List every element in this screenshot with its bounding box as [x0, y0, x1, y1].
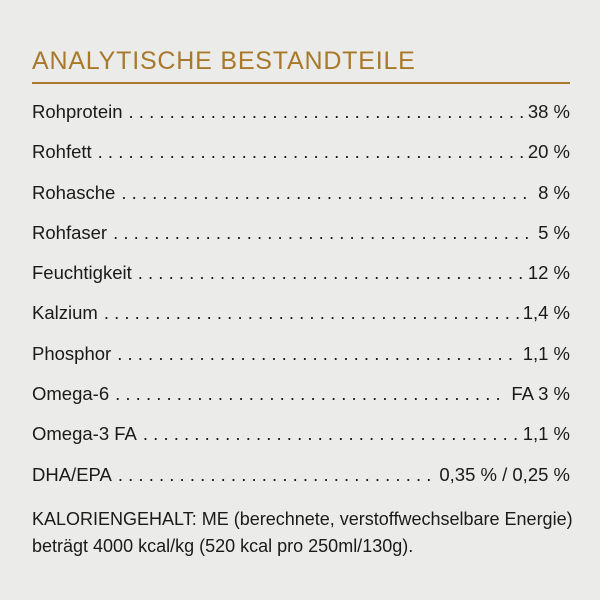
nutrient-name: Omega-3 FA — [32, 423, 137, 445]
nutrient-row-omega-3 — [32, 418, 570, 458]
nutrient-value: 38 % — [527, 101, 570, 122]
section-title: ANALYTISCHE BESTANDTEILE — [32, 47, 416, 75]
nutrient-row-rohasche — [32, 177, 570, 217]
dot-leader — [143, 418, 519, 450]
nutrient-row-omega-6 — [32, 378, 570, 418]
dot-leader — [121, 177, 534, 209]
dot-leader — [98, 136, 524, 168]
nutrient-value: 20 % — [527, 141, 570, 163]
dot-leader — [115, 378, 507, 410]
dot-leader — [129, 96, 524, 128]
nutrient-row-feuchtigkeit — [32, 257, 570, 297]
nutrient-name: Kalzium — [32, 302, 98, 324]
dot-leader — [104, 297, 519, 329]
nutrient-value: 1,1 % — [522, 342, 570, 364]
title-divider — [32, 82, 570, 84]
dot-leader — [138, 257, 524, 289]
nutrient-name: Rohfett — [32, 141, 92, 163]
nutrient-value: 0,35 % / 0,25 % — [439, 463, 570, 485]
nutrient-name: Rohfaser — [32, 221, 108, 243]
calorie-content-note: KALORIENGEHALT: ME (berechnete, verstoffwechselbare Energie) beträgt 4000 kcal/kg (520 kcal pro 250ml/130g). — [32, 509, 573, 556]
nutrient-value: 1,1 % — [522, 423, 570, 445]
nutrient-value: 8 % — [538, 181, 570, 203]
nutrient-name: DHA/EPA — [32, 463, 112, 485]
nutrient-row-rohfett — [32, 136, 570, 176]
nutrient-value: 1,4 % — [522, 302, 570, 324]
nutrient-list — [32, 96, 570, 499]
nutrient-value: FA 3 % — [511, 383, 570, 405]
analysis-panel — [32, 0, 573, 600]
nutrient-name: Feuchtigkeit — [32, 262, 132, 284]
nutrient-row-dha-epa — [32, 459, 570, 499]
dot-leader — [113, 217, 534, 249]
nutrient-value: 5 % — [538, 221, 570, 243]
nutrient-name: Rohasche — [32, 181, 116, 203]
dot-leader — [118, 459, 436, 491]
nutrient-name: Omega-6 — [32, 383, 110, 405]
nutrient-row-rohfaser — [32, 217, 570, 257]
nutrient-value: 12 % — [527, 262, 570, 284]
nutrient-row-kalzium — [32, 297, 570, 337]
nutrient-name: Rohprotein — [32, 101, 123, 122]
nutrient-row-phosphor — [32, 338, 570, 378]
nutrient-name: Phosphor — [32, 342, 112, 364]
nutrient-row-rohprotein — [32, 96, 570, 136]
dot-leader — [117, 338, 518, 370]
